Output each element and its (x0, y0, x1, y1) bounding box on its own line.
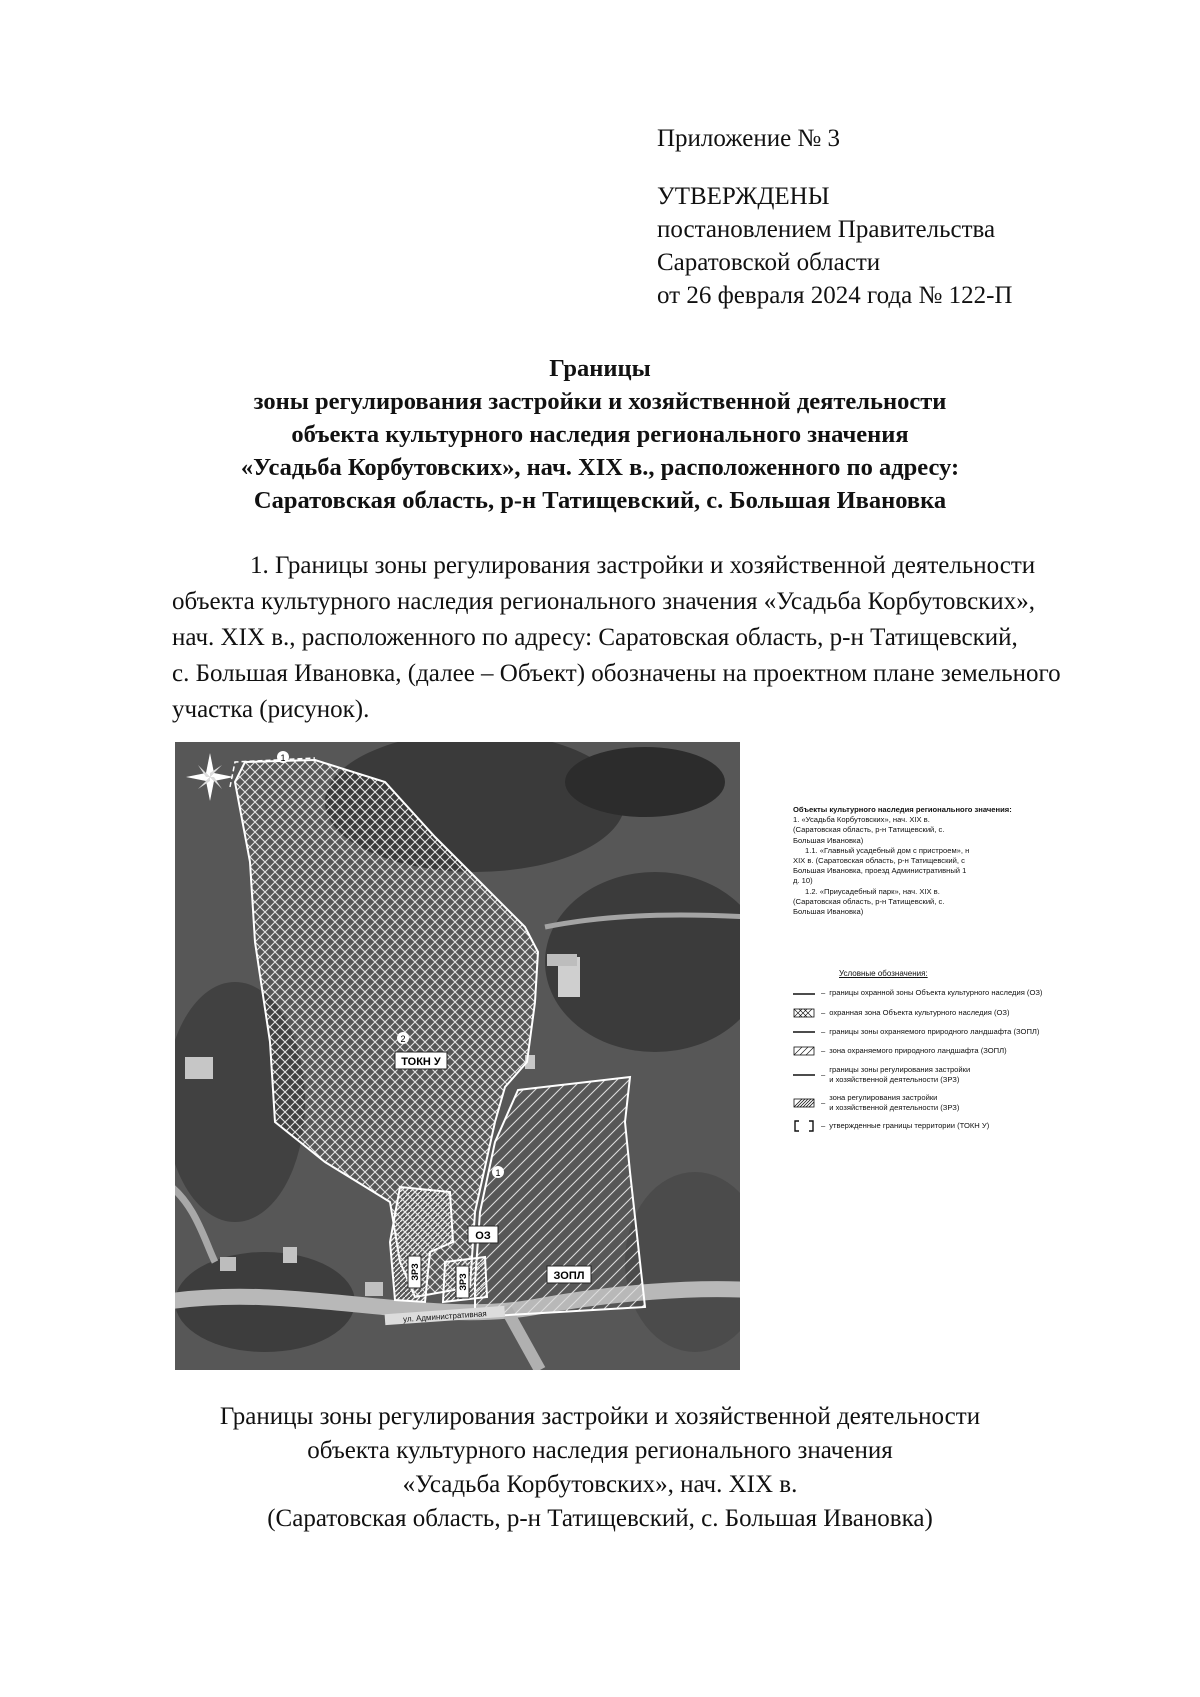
legend-object-line: (Саратовская область, р-н Татищевский, с. (793, 896, 945, 906)
legend-object-line: 1. «Усадьба Корбутовских», нач. XIX в. (793, 815, 930, 825)
crosshatch-icon (793, 1008, 815, 1018)
paragraph-line: участка (рисунок). (172, 696, 370, 723)
building (547, 954, 577, 966)
zrz-label-2-group (456, 1266, 469, 1298)
title-line: «Усадьба Корбутовских», нач. XIX в., расположенного по адресу: (240, 454, 960, 481)
title-line: объекта культурного наследия регионального значения (291, 421, 909, 448)
legend-object-line: XIX в. (Саратовская область, р-н Татищевский, с (793, 856, 965, 866)
tokn-label: ТОКН У (401, 1056, 441, 1068)
title-line: Саратовская область, р-н Татищевский, с. Большая Ивановка (253, 487, 947, 514)
title-line: Границы (549, 355, 651, 382)
legend-object-line: д. 10) (793, 876, 813, 886)
zrz-label-1-group (408, 1256, 421, 1288)
paragraph-line: с. Большая Ивановка, (далее – Объект) обозначены на проектном плане земельного (172, 660, 1061, 687)
approval-line: Саратовской области (657, 249, 881, 276)
title-line: зоны регулирования застройки и хозяйственной деятельности (253, 388, 947, 415)
bracket-icon (793, 1121, 815, 1131)
dense-hatch-icon (793, 1098, 815, 1108)
legend-item-tokn: – утвержденные границы территории (ТОКН У) (793, 1121, 1093, 1131)
building (365, 1282, 383, 1296)
legend-heading: Объекты культурного наследия регионального значения: (793, 805, 1012, 814)
legend-item-zopl-zone: – зона охраняемого природного ландшафта (ЗОПЛ) (793, 1046, 1093, 1056)
caption-line: объекта культурного наследия регионального значения (307, 1437, 893, 1464)
caption-line: Границы зоны регулирования застройки и хозяйственной деятельности (219, 1403, 981, 1430)
marker-label: 2 (400, 1034, 406, 1044)
street-label: ул. Административная (402, 1309, 487, 1324)
legend-object-line: 1.2. «Приусадебный парк», нач. XIX в. (805, 886, 940, 896)
legend-object-line: (Саратовская область, р-н Татищевский, с. (793, 825, 945, 835)
zrz-label-1: ЗРЗ (410, 1263, 420, 1281)
pond (565, 747, 725, 817)
legend-conditions-title: Условные обозначения: (839, 969, 928, 979)
oz-label: ОЗ (475, 1230, 491, 1242)
approval-line: от 26 февраля 2024 года № 122-П (657, 282, 1013, 309)
appendix-number: Приложение № 3 (657, 125, 841, 152)
body-paragraph (172, 548, 1112, 728)
map-legend (793, 805, 1093, 1131)
paragraph-line: нач. XIX в., расположенного по адресу: Саратовская область, р-н Татищевский, (172, 624, 1018, 651)
legend-object-line: 1.1. «Главный усадебный дом с пристроем», н (805, 845, 970, 855)
legend-item-oz-boundary: – границы охранной зоны Объекта культурного наследия (ОЗ) (793, 988, 1093, 998)
legend-object-line: Большая Ивановка, проезд Административный 1 (793, 866, 967, 876)
legend-object-line: Большая Ивановка) (793, 907, 864, 917)
diagonal-hatch-icon (793, 1046, 815, 1056)
caption-line: (Саратовская область, р-н Татищевский, с. Большая Ивановка) (267, 1505, 933, 1532)
site-plan-svg (175, 742, 740, 1370)
document-title (150, 352, 1050, 517)
approval-line: УТВЕРЖДЕНЫ (657, 183, 830, 210)
paragraph-line: объекта культурного наследия регионального значения «Усадьба Корбутовских», (172, 588, 1035, 615)
building (185, 1057, 213, 1079)
caption-line: «Усадьба Корбутовских», нач. XIX в. (402, 1471, 798, 1498)
zopl-label: ЗОПЛ (553, 1270, 585, 1282)
solid-line-icon (793, 989, 815, 999)
legend-item-zopl-boundary: – границы зоны охраняемого природного ландшафта (ЗОПЛ) (793, 1027, 1093, 1037)
legend-object-line: Большая Ивановка) (793, 835, 864, 845)
legend-item-zrz-zone: – зона регулирования застройки и хозяйственной деятельности (ЗРЗ) (793, 1093, 1093, 1112)
building (220, 1257, 236, 1271)
legend-item-oz-zone: – охранная зона Объекта культурного наследия (ОЗ) (793, 1008, 1093, 1018)
figure-caption (150, 1400, 1050, 1536)
marker-label: 1 (280, 753, 286, 763)
marker-label: 1 (495, 1168, 501, 1178)
approval-block (657, 122, 1012, 312)
solid-line-icon (793, 1027, 815, 1037)
approval-line: постановлением Правительства (657, 216, 996, 243)
solid-line-icon (793, 1070, 815, 1080)
site-plan-map (175, 742, 740, 1370)
paragraph-line: 1. Границы зоны регулирования застройки и хозяйственной деятельности (250, 552, 1036, 579)
legend-item-zrz-boundary: – границы зоны регулирования застройки и хозяйственной деятельности (ЗРЗ) (793, 1065, 1093, 1084)
building (283, 1247, 297, 1263)
zrz-label-2: ЗРЗ (458, 1273, 468, 1291)
